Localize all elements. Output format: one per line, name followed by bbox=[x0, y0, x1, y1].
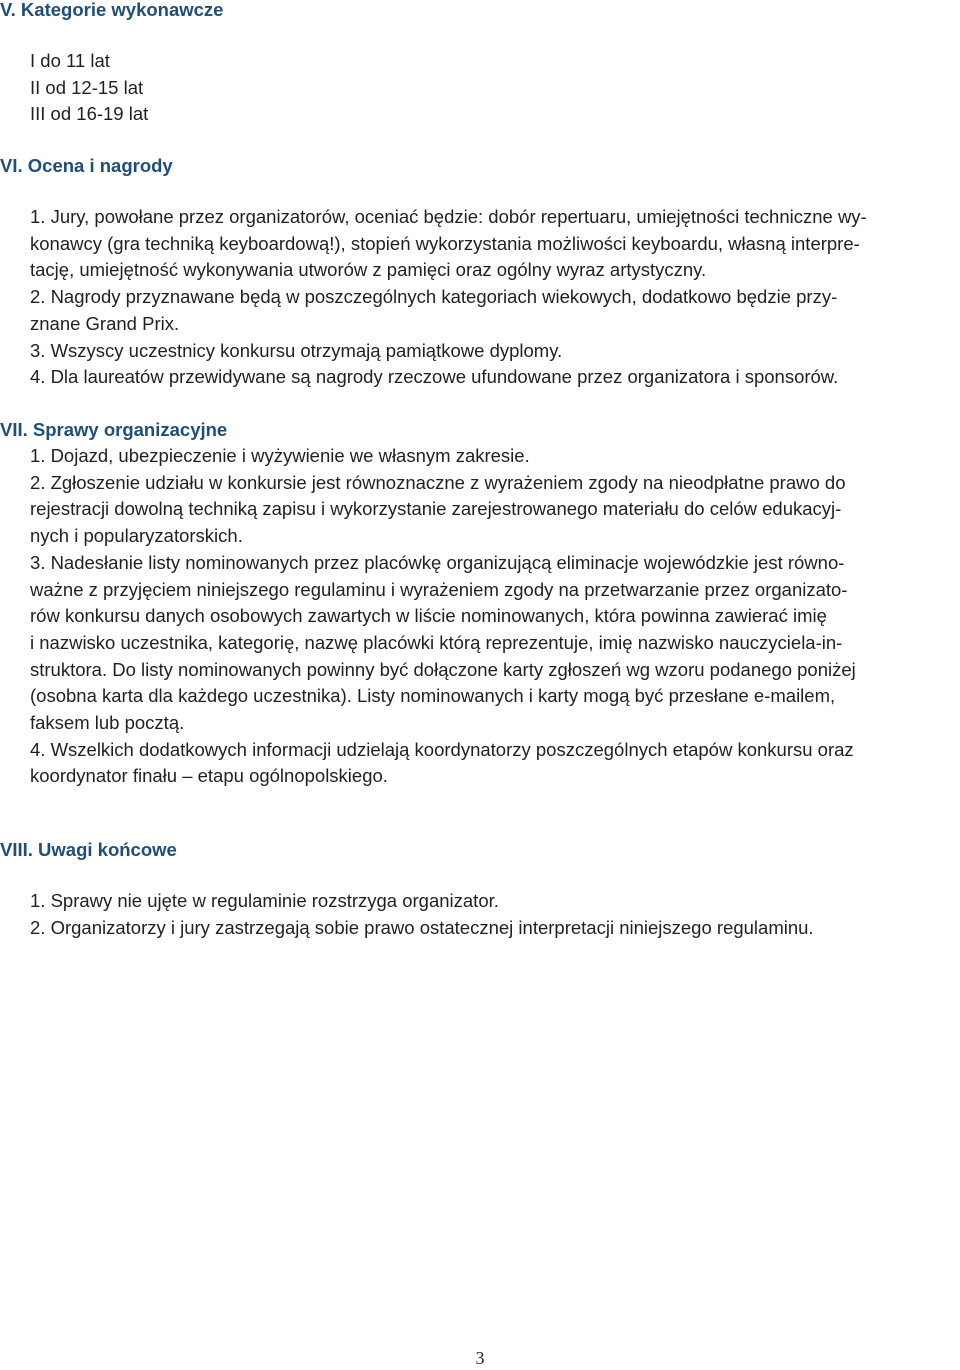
paragraph-line: 3. Nadesłanie listy nominowanych przez placówkę organizującą eliminacje wojewódzkie jest równo- bbox=[30, 551, 845, 573]
paragraph-line: 1. Jury, powołane przez organizatorów, oceniać będzie: dobór repertuaru, umiejętności techniczne wy- bbox=[30, 206, 867, 227]
section-6-content bbox=[30, 204, 935, 391]
paragraph-line: nych i popularyzatorskich. bbox=[30, 525, 243, 547]
paragraph-line: 3. Wszyscy uczestnicy konkursu otrzymają pamiątkowe dyplomy. bbox=[30, 339, 563, 361]
paragraph-line: 1. Dojazd, ubezpieczenie i wyżywienie we własnym zakresie. bbox=[30, 445, 530, 466]
section-6-heading: VI. Ocena i nagrody bbox=[0, 155, 173, 176]
paragraph-line: ważne z przyjęciem niniejszego regulaminu i wyrażeniem zgody na przetwarzanie przez organizato- bbox=[30, 578, 848, 600]
page-number: 3 bbox=[475, 1348, 485, 1368]
list-item: I do 11 lat bbox=[30, 50, 110, 71]
paragraph-line: 2. Organizatorzy i jury zastrzegają sobie prawo ostatecznej interpretacji niniejszego regulaminu. bbox=[30, 916, 814, 938]
age-categories-list bbox=[30, 48, 148, 128]
paragraph-line: struktora. Do listy nominowanych powinny być dołączone karty zgłoszeń wg wzoru podanego poniżej bbox=[30, 658, 856, 680]
paragraph-line: rów konkursu danych osobowych zawartych w liście nominowanych, która powinna zawierać imię bbox=[30, 605, 827, 627]
section-8-heading: VIII. Uwagi końcowe bbox=[0, 839, 177, 860]
section-5-heading: V. Kategorie wykonawcze bbox=[0, 0, 224, 20]
paragraph-line: znane Grand Prix. bbox=[30, 312, 180, 334]
paragraph-line: tację, umiejętność wykonywania utworów z pamięci oraz ogólny wyraz artystyczny. bbox=[30, 259, 707, 281]
paragraph-line: 2. Zgłoszenie udziału w konkursie jest równoznaczne z wyrażeniem zgody na nieodpłatne prawo do bbox=[30, 471, 846, 493]
section-7-content bbox=[30, 443, 935, 790]
paragraph-line: 4. Wszelkich dodatkowych informacji udzielają koordynatorzy poszczególnych etapów konkursu oraz bbox=[30, 738, 854, 760]
paragraph-line: i nazwisko uczestnika, kategorię, nazwę placówki którą reprezentuje, imię nazwisko nauczyciela-in- bbox=[30, 631, 843, 653]
section-8-content bbox=[30, 888, 935, 941]
paragraph-line: 2. Nagrody przyznawane będą w poszczególnych kategoriach wiekowych, dodatkowo będzie przy- bbox=[30, 286, 838, 308]
paragraph-line: rejestracji dowolną techniką zapisu i wykorzystanie zarejestrowanego materiału do celów edukacyj- bbox=[30, 498, 842, 520]
paragraph-line: (osobna karta dla każdego uczestnika). Listy nominowanych i karty mogą być przesłane e-mailem, bbox=[30, 685, 836, 707]
paragraph-line: faksem lub pocztą. bbox=[30, 712, 185, 734]
paragraph-line: 1. Sprawy nie ujęte w regulaminie rozstrzyga organizator. bbox=[30, 890, 499, 911]
paragraph-line: konawcy (gra techniką keyboardową!), stopień wykorzystania możliwości keyboardu, własną interpre- bbox=[30, 232, 860, 254]
paragraph-line: 4. Dla laureatów przewidywane są nagrody rzeczowe ufundowane przez organizatora i sponsorów. bbox=[30, 366, 839, 388]
list-item: II od 12-15 lat bbox=[30, 76, 144, 98]
section-7-heading: VII. Sprawy organizacyjne bbox=[0, 419, 228, 440]
list-item: III od 16-19 lat bbox=[30, 103, 149, 125]
paragraph-line: koordynator finału – etapu ogólnopolskiego. bbox=[30, 765, 388, 787]
